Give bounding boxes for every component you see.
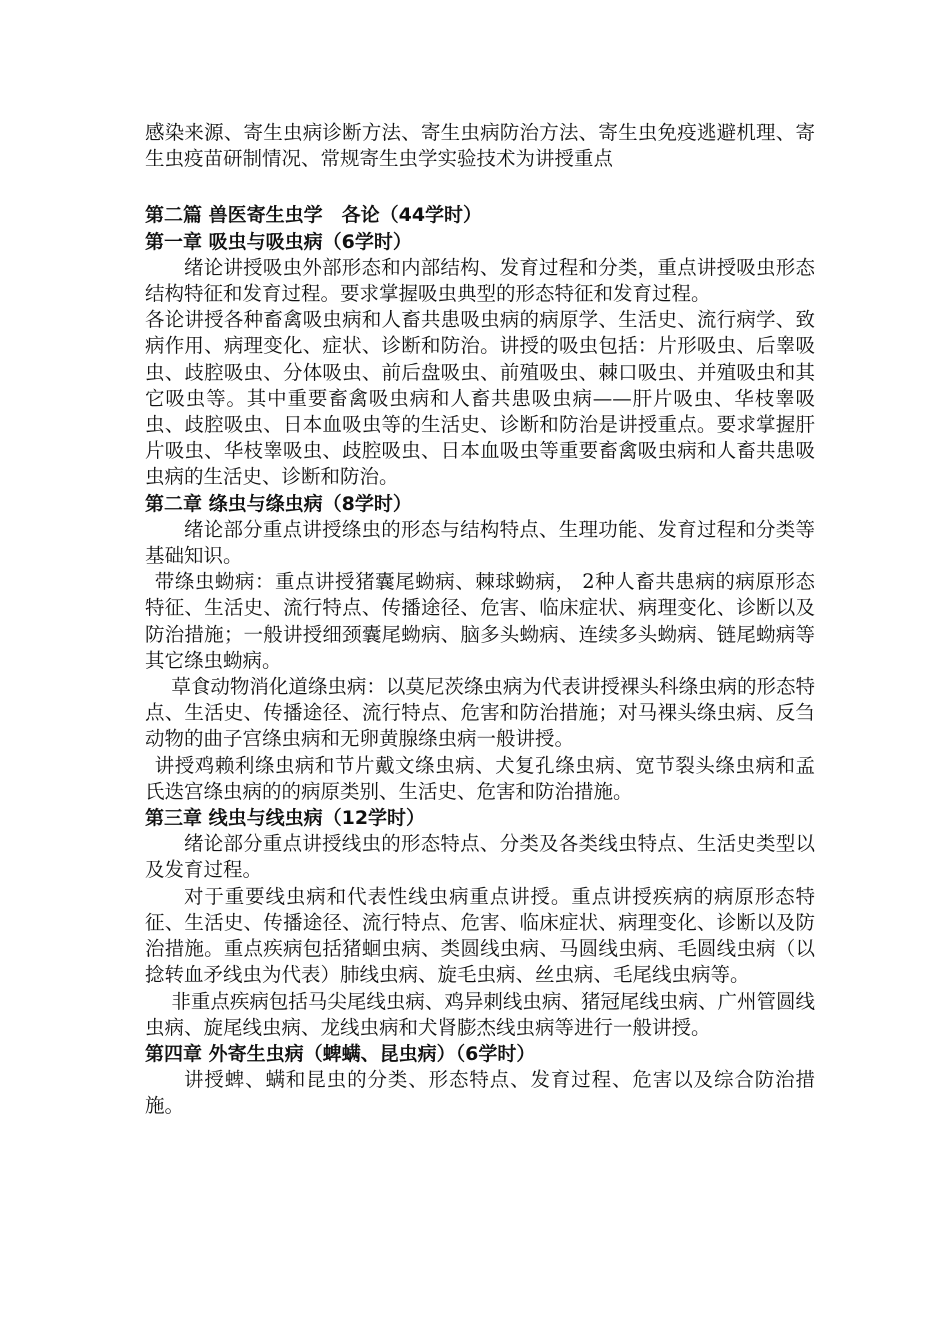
chapter-4-title: 第四章 外寄生虫病（蜱螨、昆虫病）（6学时）: [145, 1042, 536, 1065]
part-title: 第二篇 兽医寄生虫学 各论（44学时）: [145, 204, 483, 227]
chapter-3-paragraph-2: 对于重要线虫病和代表性线虫病重点讲授。重点讲授疾病的病原形态特征、生活史、传播途径、流行特点、危害、临床症状、病理变化、诊断以及防治措施。重点疾病包括猪蛔虫病、类圆线虫病、马圆线虫病、毛圆线虫病（以捻转血矛线虫为代表）肺线虫病、旋毛虫病、丝虫病、毛尾线虫病等。: [145, 884, 815, 987]
section-spacer: [145, 172, 815, 202]
chapter-1-title: 第一章 吸虫与吸虫病（6学时）: [145, 230, 412, 253]
chapter-3-title: 第三章 线虫与线虫病（12学时）: [145, 807, 426, 830]
intro-paragraph: 感染来源、寄生虫病诊断方法、寄生虫病防治方法、寄生虫免疫逃避机理、寄生虫疫苗研制情况、常规寄生虫学实验技术为讲授重点: [145, 121, 815, 171]
chapter-1-paragraph-2: 各论讲授各种畜禽吸虫病和人畜共患吸虫病的病原学、生活史、流行病学、致病作用、病理变化、症状、诊断和防治。讲授的吸虫包括：片形吸虫、后睾吸虫、歧腔吸虫、分体吸虫、前后盘吸虫、前殖吸虫、棘口吸虫、并殖吸虫和其它吸虫等。其中重要畜禽吸虫病和人畜共患吸虫病——肝片吸虫、华枝睾吸虫、歧腔吸虫、日本血吸虫等的生活史、诊断和防治是讲授重点。要求掌握肝片吸虫、华枝睾吸虫、歧腔吸虫、日本血吸虫等重要畜禽吸虫病和人畜共患吸虫病的生活史、诊断和防治。: [145, 308, 815, 489]
chapter-3-paragraph-3: 非重点疾病包括马尖尾线虫病、鸡异刺线虫病、猪冠尾线虫病、广州管圆线虫病、旋尾线虫病、龙线虫病和犬肾膨杰线虫病等进行一般讲授。: [145, 989, 815, 1039]
chapter-2-paragraph-2: 带绦虫蚴病：重点讲授猪囊尾蚴病、棘球蚴病， 2种人畜共患病的病原形态特征、生活史、流行特点、传播途径、危害、临床症状、病理变化、诊断以及防治措施；一般讲授细颈囊尾蚴病、脑多头蚴病、连续多头蚴病、链尾蚴病等其它绦虫蚴病。: [145, 570, 815, 672]
chapter-1-paragraph-1: 绪论讲授吸虫外部形态和内部结构、发育过程和分类，重点讲授吸虫形态结构特征和发育过程。要求掌握吸虫典型的形态特征和发育过程。: [145, 255, 815, 306]
document-page: [145, 120, 815, 1120]
chapter-2-paragraph-3: 草食动物消化道绦虫病：以莫尼茨绦虫病为代表讲授裸头科绦虫病的形态特点、生活史、传播途径、流行特点、危害和防治措施；对马裸头绦虫病、反刍动物的曲子宫绦虫病和无卵黄腺绦虫病一般讲授。: [145, 675, 815, 751]
chapter-2-title: 第二章 绦虫与绦虫病（8学时）: [145, 492, 412, 515]
chapter-2-paragraph-4: 讲授鸡赖利绦虫病和节片戴文绦虫病、犬复孔绦虫病、宽节裂头绦虫病和孟氏迭宫绦虫病的的病原类别、生活史、危害和防治措施。: [145, 753, 815, 803]
chapter-4-paragraph-1: 讲授蜱、螨和昆虫的分类、形态特点、发育过程、危害以及综合防治措施。: [145, 1068, 815, 1118]
chapter-2-paragraph-1: 绪论部分重点讲授绦虫的形态与结构特点、生理功能、发育过程和分类等基础知识。: [145, 517, 815, 568]
chapter-3-paragraph-1: 绪论部分重点讲授线虫的形态特点、分类及各类线虫特点、生活史类型以及发育过程。: [145, 832, 815, 882]
